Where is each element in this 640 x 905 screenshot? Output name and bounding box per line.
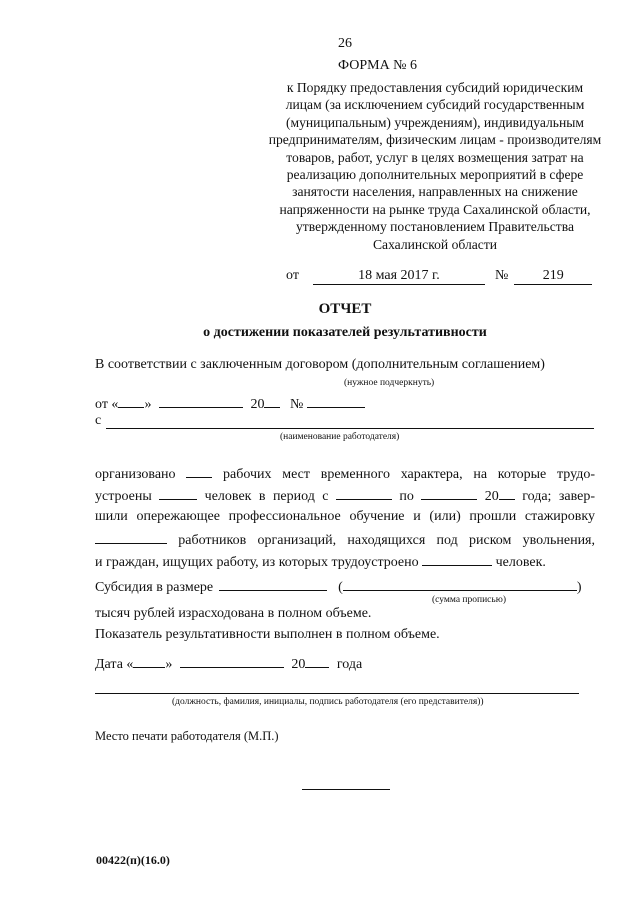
seal-text: Место печати работодателя (М.П.): [95, 729, 279, 743]
report-month-blank[interactable]: [180, 655, 284, 668]
subsidy-label: Субсидия в размере: [95, 580, 214, 595]
text-year-prefix: 20: [484, 489, 499, 504]
signature-hint: (должность, фамилия, инициалы, подпись работодателя (его представителя)): [172, 697, 484, 707]
contract-close-quote: »: [144, 397, 152, 412]
decree-date: 18 мая 2017 г.: [313, 268, 485, 285]
decree-number-label: №: [494, 268, 509, 283]
report-year-word: года: [336, 657, 363, 672]
report-year-blank[interactable]: [305, 655, 329, 668]
jobs-count-blank[interactable]: [186, 465, 212, 478]
text-people: человек.: [495, 555, 546, 570]
subsidy-amount-words-blank[interactable]: [343, 578, 577, 591]
report-title: ОТЧЕТ: [318, 301, 372, 317]
subsidy-line: [95, 578, 581, 596]
text-at-risk-workers: работников организаций, находящихся под риском увольнения,: [178, 533, 595, 548]
paragraph-line-3: шили опережающее профессиональное обучение и (или) прошли стажировку: [95, 509, 595, 524]
subsidy-amount-blank[interactable]: [219, 578, 327, 591]
contract-date-line: [95, 395, 365, 413]
contract-day-blank[interactable]: [118, 395, 144, 408]
period-start-blank[interactable]: [336, 487, 392, 500]
contract-number-blank[interactable]: [307, 395, 365, 408]
report-subtitle: о достижении показателей результативности: [203, 325, 487, 340]
contract-year-prefix: 20: [250, 397, 265, 412]
report-day-blank[interactable]: [133, 655, 165, 668]
seekers-count-blank[interactable]: [422, 553, 492, 566]
paragraph-line-2: [95, 487, 595, 505]
text-employed: устроены: [95, 489, 152, 504]
text-organized: организовано: [95, 467, 176, 482]
text-temporary-jobs: рабочих мест временного характера, на которые трудо-: [223, 467, 595, 482]
contract-line: В соответствии с заключенным договором (дополнительным соглашением): [95, 357, 545, 372]
contract-from-label: от «: [95, 397, 119, 412]
contract-year-blank[interactable]: [264, 395, 280, 408]
amount-hint: (сумма прописью): [432, 595, 506, 605]
paragraph-line-4: [95, 531, 595, 549]
employer-with-label: с: [95, 413, 102, 428]
page-number: 26: [338, 36, 352, 51]
contract-hint: (нужное подчеркнуть): [344, 378, 435, 388]
text-period-to: по: [399, 489, 414, 504]
period-year-blank[interactable]: [499, 487, 515, 500]
report-date-label: Дата «: [95, 657, 134, 672]
text-job-seekers: и граждан, ищущих работу, из которых трудоустроено: [95, 555, 419, 570]
employer-hint: (наименование работодателя): [280, 432, 400, 442]
text-period-from: человек в период с: [204, 489, 329, 504]
text-year-completed: года; завер-: [522, 489, 596, 504]
report-date-close-quote: »: [165, 657, 173, 672]
employer-name-line[interactable]: [106, 428, 594, 429]
indicator-text: Показатель результативности выполнен в полном объеме.: [95, 627, 440, 642]
paragraph-line-1: [95, 465, 595, 483]
close-paren: ): [576, 580, 582, 595]
signature-line[interactable]: [95, 693, 579, 694]
report-year-prefix: 20: [291, 657, 306, 672]
period-end-blank[interactable]: [421, 487, 477, 500]
contract-number-label: №: [289, 397, 304, 412]
report-date-line: [95, 655, 362, 673]
document-code: 00422(п)(16.0): [96, 853, 170, 867]
spent-text: тысяч рублей израсходована в полном объеме.: [95, 606, 372, 621]
decree-line: [286, 268, 592, 285]
footer-divider: [302, 789, 390, 790]
workers-count-blank[interactable]: [95, 531, 167, 544]
paragraph-line-5: [95, 553, 546, 571]
employed-count-blank[interactable]: [159, 487, 197, 500]
decree-number: 219: [514, 268, 592, 285]
decree-from-label: от: [286, 268, 299, 283]
form-title: ФОРМА № 6: [338, 58, 418, 73]
appendix-reference: к Порядку предоставления субсидий юридическим лицам (за исключением субсидий государственным (муниципальным) учреждениям), индивидуальным предпринимателям, физическим лицам - производителям товаров, работ, услуг в целях возмещения затрат на реализацию дополнительных мероприятий в сфере занятости населения, направленных на снижение напряженности на рынке труда Сахалинской области, утвержденному постановлением Правительства Сахалинской области: [268, 80, 602, 252]
open-paren: (: [338, 580, 343, 595]
contract-month-blank[interactable]: [159, 395, 243, 408]
